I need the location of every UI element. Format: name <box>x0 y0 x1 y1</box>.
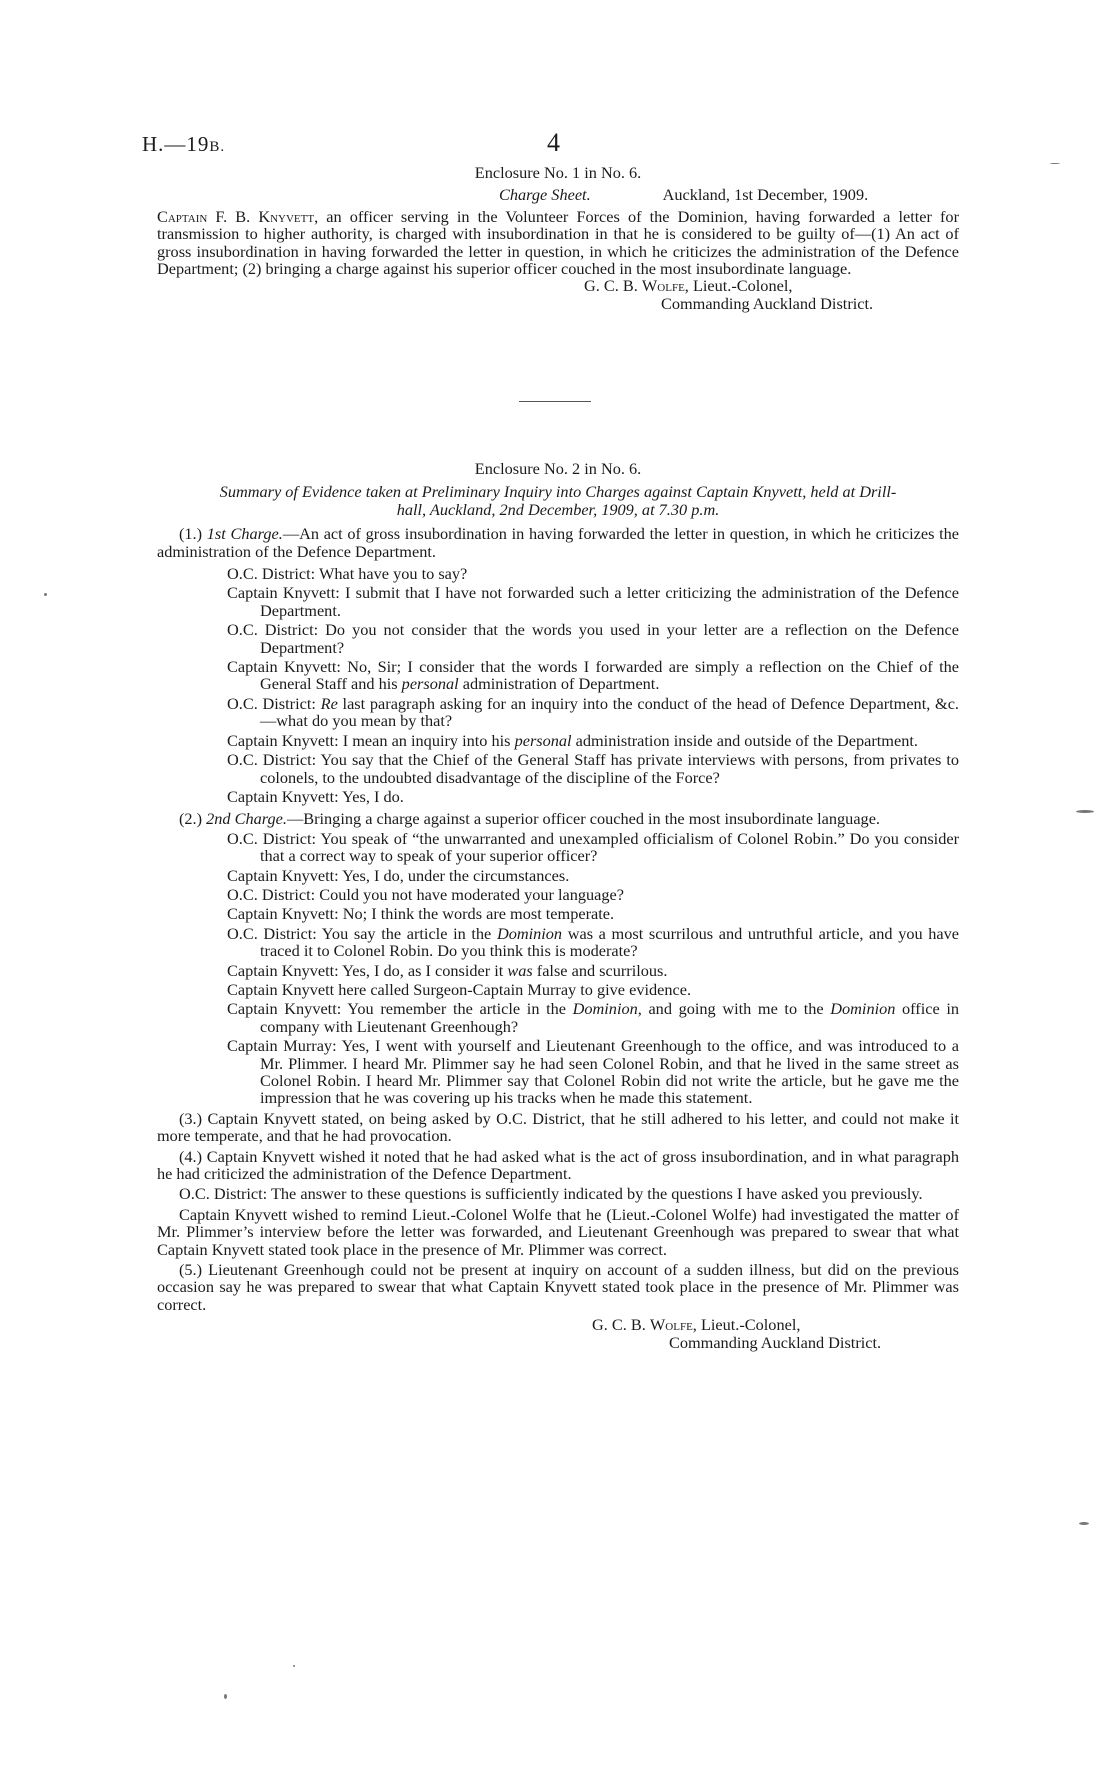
dialogue-emphasis: Dominion <box>572 999 638 1019</box>
charge-sheet-place-date: Auckland, 1st December, 1909. <box>662 185 869 205</box>
dialogue-line <box>227 658 959 693</box>
dialogue-emphasis: Dominion <box>830 999 896 1019</box>
charge-1-text: —An act of gross insubordination in having forwarded the letter in question, in which he criticizes the administration of the Defence Department. <box>157 524 959 561</box>
dialogue-emphasis: Dominion <box>496 923 563 943</box>
paper-ref-suffix: B. <box>209 139 226 155</box>
charge-2-text: —Bringing a charge against a superior officer couched in the most insubordinate language. <box>286 809 880 829</box>
dialogue-line: Captain Knyvett here called Surgeon-Captain Murray to give evidence. <box>227 979 692 999</box>
scan-speck <box>224 1694 227 1699</box>
dialogue-text: , and going with me to the <box>637 999 831 1019</box>
charge-1-paragraph <box>157 525 959 560</box>
dialogue-text: O.C. District: You say the article in the <box>227 923 497 943</box>
dialogue-line: Captain Knyvett: I submit that I have not forwarded such a letter criticizing the administration of the Defence Department. <box>227 583 959 620</box>
paragraph-3: (3.) Captain Knyvett stated, on being asked by O.C. District, that he still adhered to his letter, and could not make it more temperate, and that he had provocation. <box>157 1108 959 1146</box>
scan-speck <box>44 593 47 596</box>
enclosure-1 <box>157 164 959 312</box>
paragraph-5: (5.) Lieutenant Greenhough could not be present at inquiry on account of a sudden illness, but did on the previous occasion say he was prepared to swear that what Captain Knyvett stated took place in the presence of Mr. Plimmer was correct. <box>157 1260 959 1314</box>
evidence-summary-title <box>157 483 959 518</box>
dialogue-line: O.C. District: You say that the Chief of the General Staff has private interviews with persons, from privates to colonels, to the undoubted disadvantage of the discipline of the Force? <box>227 750 959 787</box>
dialogue-text: administration inside and outside of the Department. <box>571 730 918 750</box>
charge-1-number: (1.) <box>179 524 203 544</box>
dialogue-line: Captain Murray: Yes, I went with yourself and Lieutenant Greenhough to the office, and was introduced to a Mr. Plimmer. I heard Mr. Plimmer say he had seen Colonel Robin, and that he lived in the same street as Colonel Robin. I heard Mr. Plimmer say that Colonel Robin did not write the article, but he gave me the impression that he was covering up his tracks when he made this statement. <box>227 1036 959 1108</box>
signer-initials: G. C. B. <box>584 276 638 296</box>
charge-2-label: 2nd Charge. <box>206 809 287 829</box>
dialogue-line: Captain Knyvett: Yes, I do, under the circumstances. <box>227 865 570 885</box>
dialogue-line <box>227 925 959 960</box>
paragraph-4: (4.) Captain Knyvett wished it noted that he had asked what is the act of gross insubordination, and in what paragraph he had criticized the administration of the Defence Department. <box>157 1146 959 1184</box>
scan-speck <box>293 1665 295 1667</box>
dialogue-emphasis: was <box>507 960 533 980</box>
dialogue-text: Captain Knyvett: Yes, I do, as I consider it <box>227 960 508 980</box>
summary-title-line-1: Summary of Evidence taken at Preliminary Inquiry into Charges against Captain Knyvett, held at Drill- <box>219 482 897 502</box>
signer-name: Wolfe <box>641 276 685 296</box>
paper-reference <box>142 132 225 157</box>
summary-title-line-2: hall, Auckland, 2nd December, 1909, at 7.30 p.m. <box>396 499 720 519</box>
dialogue-line: O.C. District: Could you not have moderated your language? <box>227 884 624 904</box>
dialogue-text: was a most scurrilous and untruthful article, and you have traced it to Colonel Robin. Do you think this is moderate? <box>260 923 959 961</box>
dialogue-text: Captain Knyvett: No, Sir; I consider that the words I forwarded are simply a reflection on the Chief of the General Staff and his <box>227 657 959 694</box>
dialogue-line: O.C. District: You speak of “the unwarranted and unexampled officialism of Colonel Robin.” Do you consider that a correct way to speak of your superior officer? <box>227 828 959 866</box>
signer-initials: G. C. B. <box>592 1315 646 1335</box>
enclosure-2 <box>157 460 959 1351</box>
scan-speck <box>1079 1522 1089 1525</box>
enclosure-1-heading: Enclosure No. 1 in No. 6. <box>474 163 642 182</box>
dialogue-line: Captain Knyvett: No; I think the words are most temperate. <box>227 904 615 924</box>
enclosure-1-signature <box>584 277 959 294</box>
dialogue-text: Captain Knyvett: You remember the article in the <box>227 999 573 1019</box>
signer-name: Wolfe <box>649 1315 693 1335</box>
dialogue-line: Captain Knyvett: Yes, I do. <box>227 786 404 806</box>
charge-2-number: (2.) <box>179 809 203 829</box>
charge-sheet-line <box>157 186 959 203</box>
charge-sheet-label: Charge Sheet. <box>499 185 591 205</box>
dialogue-text: false and scurrilous. <box>532 960 668 980</box>
page-number: 4 <box>547 128 560 157</box>
dialogue-text: office in company with Lieutenant Greenhough? <box>260 999 959 1036</box>
dialogue-line <box>227 962 959 979</box>
enclosure-1-command: Commanding Auckland District. <box>661 293 874 313</box>
paragraph-4-reminder: Captain Knyvett wished to remind Lieut.-Colonel Wolfe that he (Lieut.-Colonel Wolfe) had investigated the matter of Mr. Plimmer’s interview before the letter was forwarded, and Lieutenant Greenhough was prepared to swear that what Captain Knyvett stated took place in the presence of Mr. Plimmer was correct. <box>157 1204 959 1259</box>
charged-officer-name: Captain F. B. Knyvett <box>157 206 315 226</box>
section-divider <box>519 401 591 402</box>
dialogue-line <box>227 1000 959 1035</box>
paper-ref-prefix: H.—19 <box>142 132 210 156</box>
scan-speck <box>1076 810 1094 813</box>
paragraph-4-reply: O.C. District: The answer to these questions is sufficiently indicated by the questions I have asked you previously. <box>179 1184 923 1204</box>
signer-rank: , Lieut.-Colonel, <box>684 276 793 296</box>
dialogue-text: last paragraph asking for an inquiry into the conduct of the head of Defence Department, &c.—what do you mean by that? <box>260 693 959 731</box>
dialogue-emphasis: personal <box>514 730 572 750</box>
dialogue-text: Captain Knyvett: I mean an inquiry into his <box>227 730 515 750</box>
dialogue-emphasis: Re <box>320 693 338 713</box>
charge-sheet-body <box>157 208 959 278</box>
enclosure-2-signature <box>592 1316 959 1333</box>
dialogue-line <box>227 695 959 730</box>
charge-sheet-text: , an officer serving in the Volunteer Forces of the Dominion, having forwarded a letter for transmission to higher authority, is charged with insubordination in that he is considered to be guilty of—(1) An act of gross insubordination in having forwarded the letter in question, in which he criticizes the administration of the Defence Department; (2) bringing a charge against his superior officer couched in the most insubordinate language. <box>157 206 959 279</box>
scan-speck <box>1050 163 1060 164</box>
signer-rank: , Lieut.-Colonel, <box>692 1315 801 1335</box>
dialogue-emphasis: personal <box>401 674 459 694</box>
dialogue-line: O.C. District: What have you to say? <box>227 564 468 584</box>
enclosure-2-heading: Enclosure No. 2 in No. 6. <box>474 459 642 478</box>
dialogue-text: administration of Department. <box>458 674 660 694</box>
dialogue-text: O.C. District: <box>227 693 321 713</box>
dialogue-line: O.C. District: Do you not consider that the words you used in your letter are a reflection on the Defence Department? <box>227 620 959 657</box>
dialogue-line <box>227 732 959 749</box>
enclosure-2-command: Commanding Auckland District. <box>669 1332 882 1352</box>
charge-1-label: 1st Charge. <box>206 524 283 544</box>
charge-2-paragraph <box>157 810 959 827</box>
